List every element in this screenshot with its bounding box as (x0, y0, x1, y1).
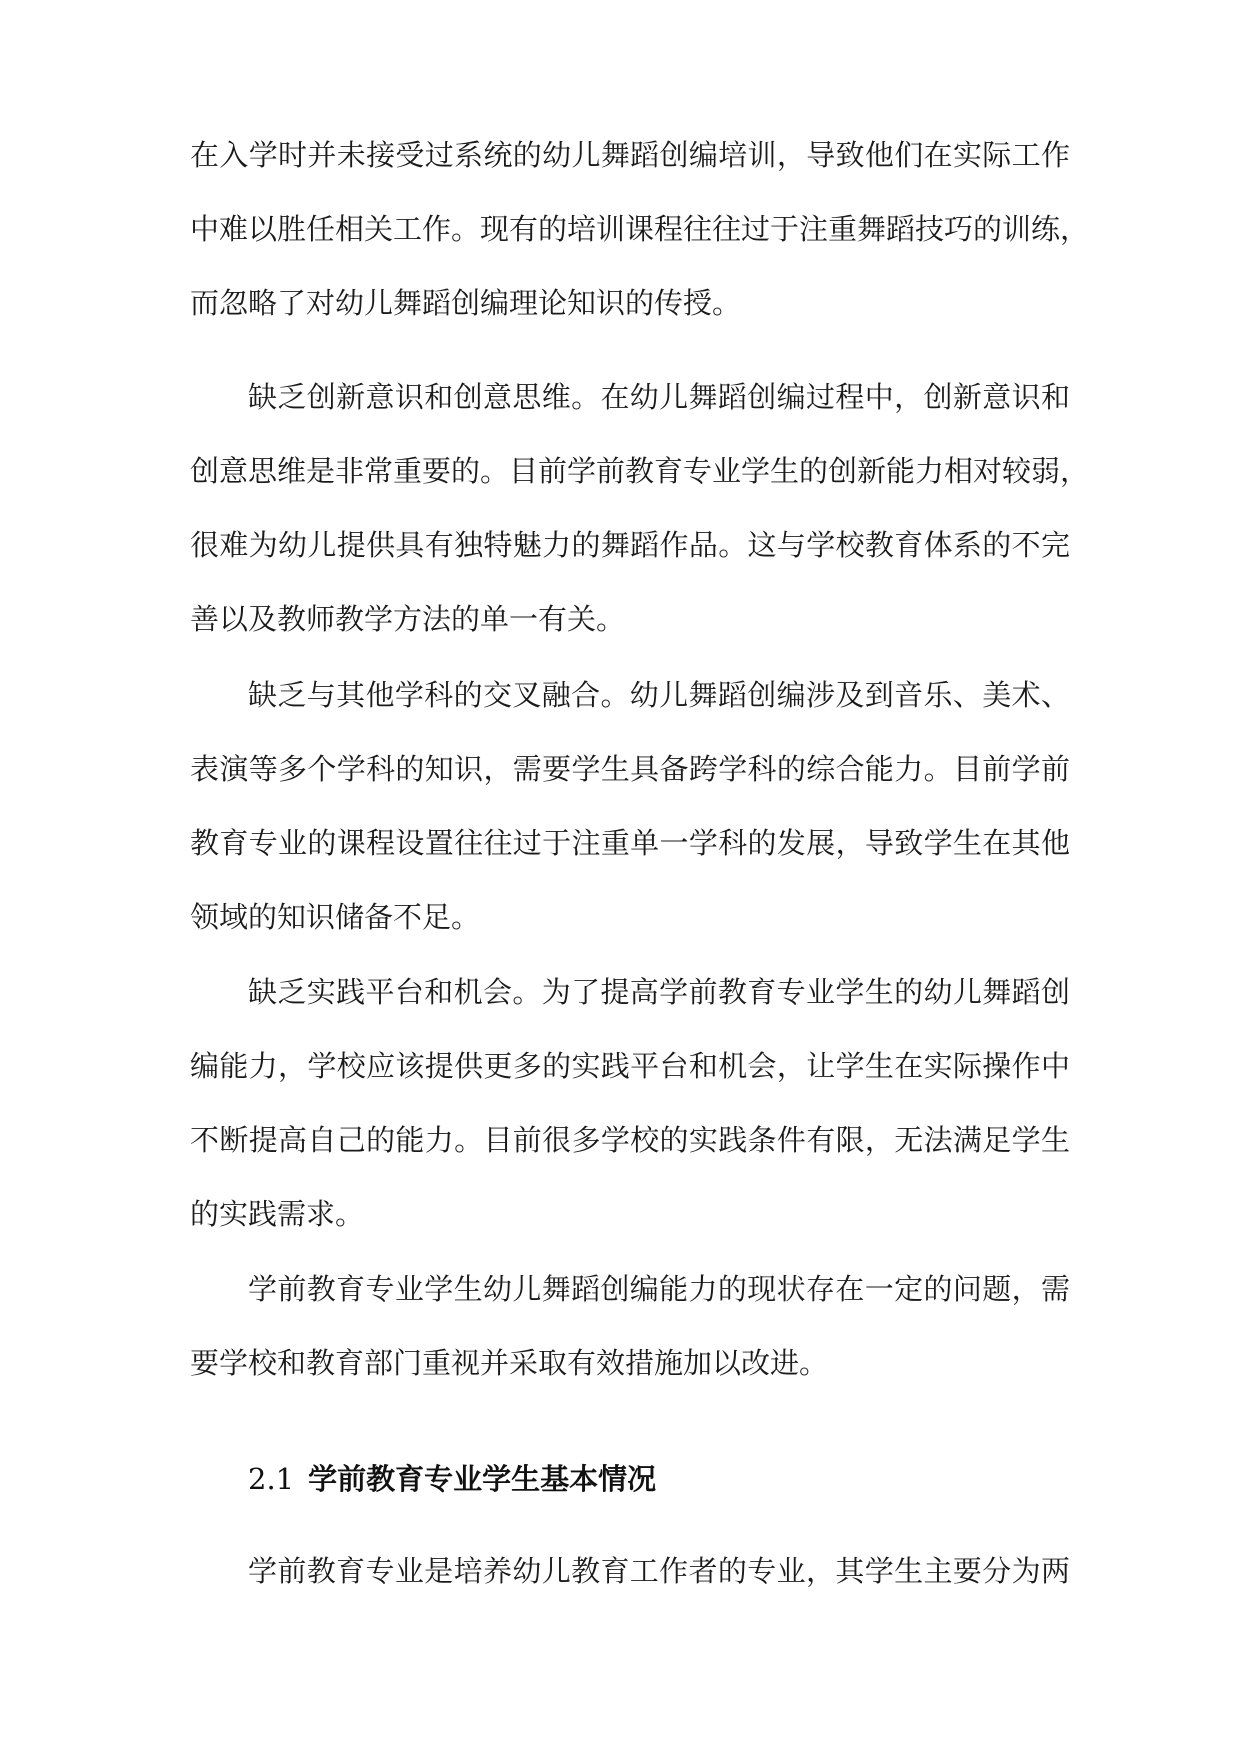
paragraph-line: 不断提高自己的能力。目前很多学校的实践条件有限，无法满足学生 (190, 1123, 1070, 1157)
paragraph-2 (190, 360, 1090, 656)
paragraph-line: 很难为幼儿提供具有独特魅力的舞蹈作品。这与学校教育体系的不完 (190, 528, 1070, 562)
paragraph-line: 要学校和教育部门重视并采取有效措施加以改进。 (190, 1346, 829, 1380)
paragraph-line: 创意思维是非常重要的。目前学前教育专业学生的创新能力相对较弱， (190, 454, 1090, 488)
paragraph-3 (190, 658, 1070, 954)
section-title: 学前教育专业学生基本情况 (308, 1462, 657, 1496)
paragraph-line: 善以及教师教学方法的单一有关。 (190, 602, 626, 636)
paragraph-1 (190, 118, 1090, 340)
paragraph-line: 学前教育专业学生幼儿舞蹈创编能力的现状存在一定的问题，需 (248, 1272, 1070, 1306)
paragraph-line: 编能力，学校应该提供更多的实践平台和机会，让学生在实际操作中 (190, 1049, 1070, 1083)
paragraph-line: 学前教育专业是培养幼儿教育工作者的专业，其学生主要分为两 (248, 1554, 1070, 1588)
paragraph-line: 教育专业的课程设置往往过于注重单一学科的发展，导致学生在其他 (190, 826, 1070, 860)
paragraph-line: 表演等多个学科的知识，需要学生具备跨学科的综合能力。目前学前 (190, 752, 1070, 786)
paragraph-5 (190, 1252, 1070, 1400)
paragraph-4 (190, 955, 1070, 1251)
paragraph-line: 缺乏创新意识和创意思维。在幼儿舞蹈创编过程中，创新意识和 (248, 380, 1070, 414)
paragraph-line: 中难以胜任相关工作。现有的培训课程往往过于注重舞蹈技巧的训练， (190, 212, 1090, 246)
paragraph-line: 在入学时并未接受过系统的幼儿舞蹈创编培训，导致他们在实际工作 (190, 138, 1070, 172)
paragraph-line: 领域的知识储备不足。 (190, 900, 481, 934)
section-paragraph (190, 1534, 1070, 1608)
section-heading (248, 1442, 656, 1516)
section-number: 2.1 (248, 1462, 295, 1496)
paragraph-line: 而忽略了对幼儿舞蹈创编理论知识的传授。 (190, 286, 742, 320)
paragraph-line: 的实践需求。 (190, 1197, 365, 1231)
paragraph-line: 缺乏实践平台和机会。为了提高学前教育专业学生的幼儿舞蹈创 (248, 975, 1070, 1009)
paragraph-line: 缺乏与其他学科的交叉融合。幼儿舞蹈创编涉及到音乐、美术、 (248, 678, 1070, 712)
